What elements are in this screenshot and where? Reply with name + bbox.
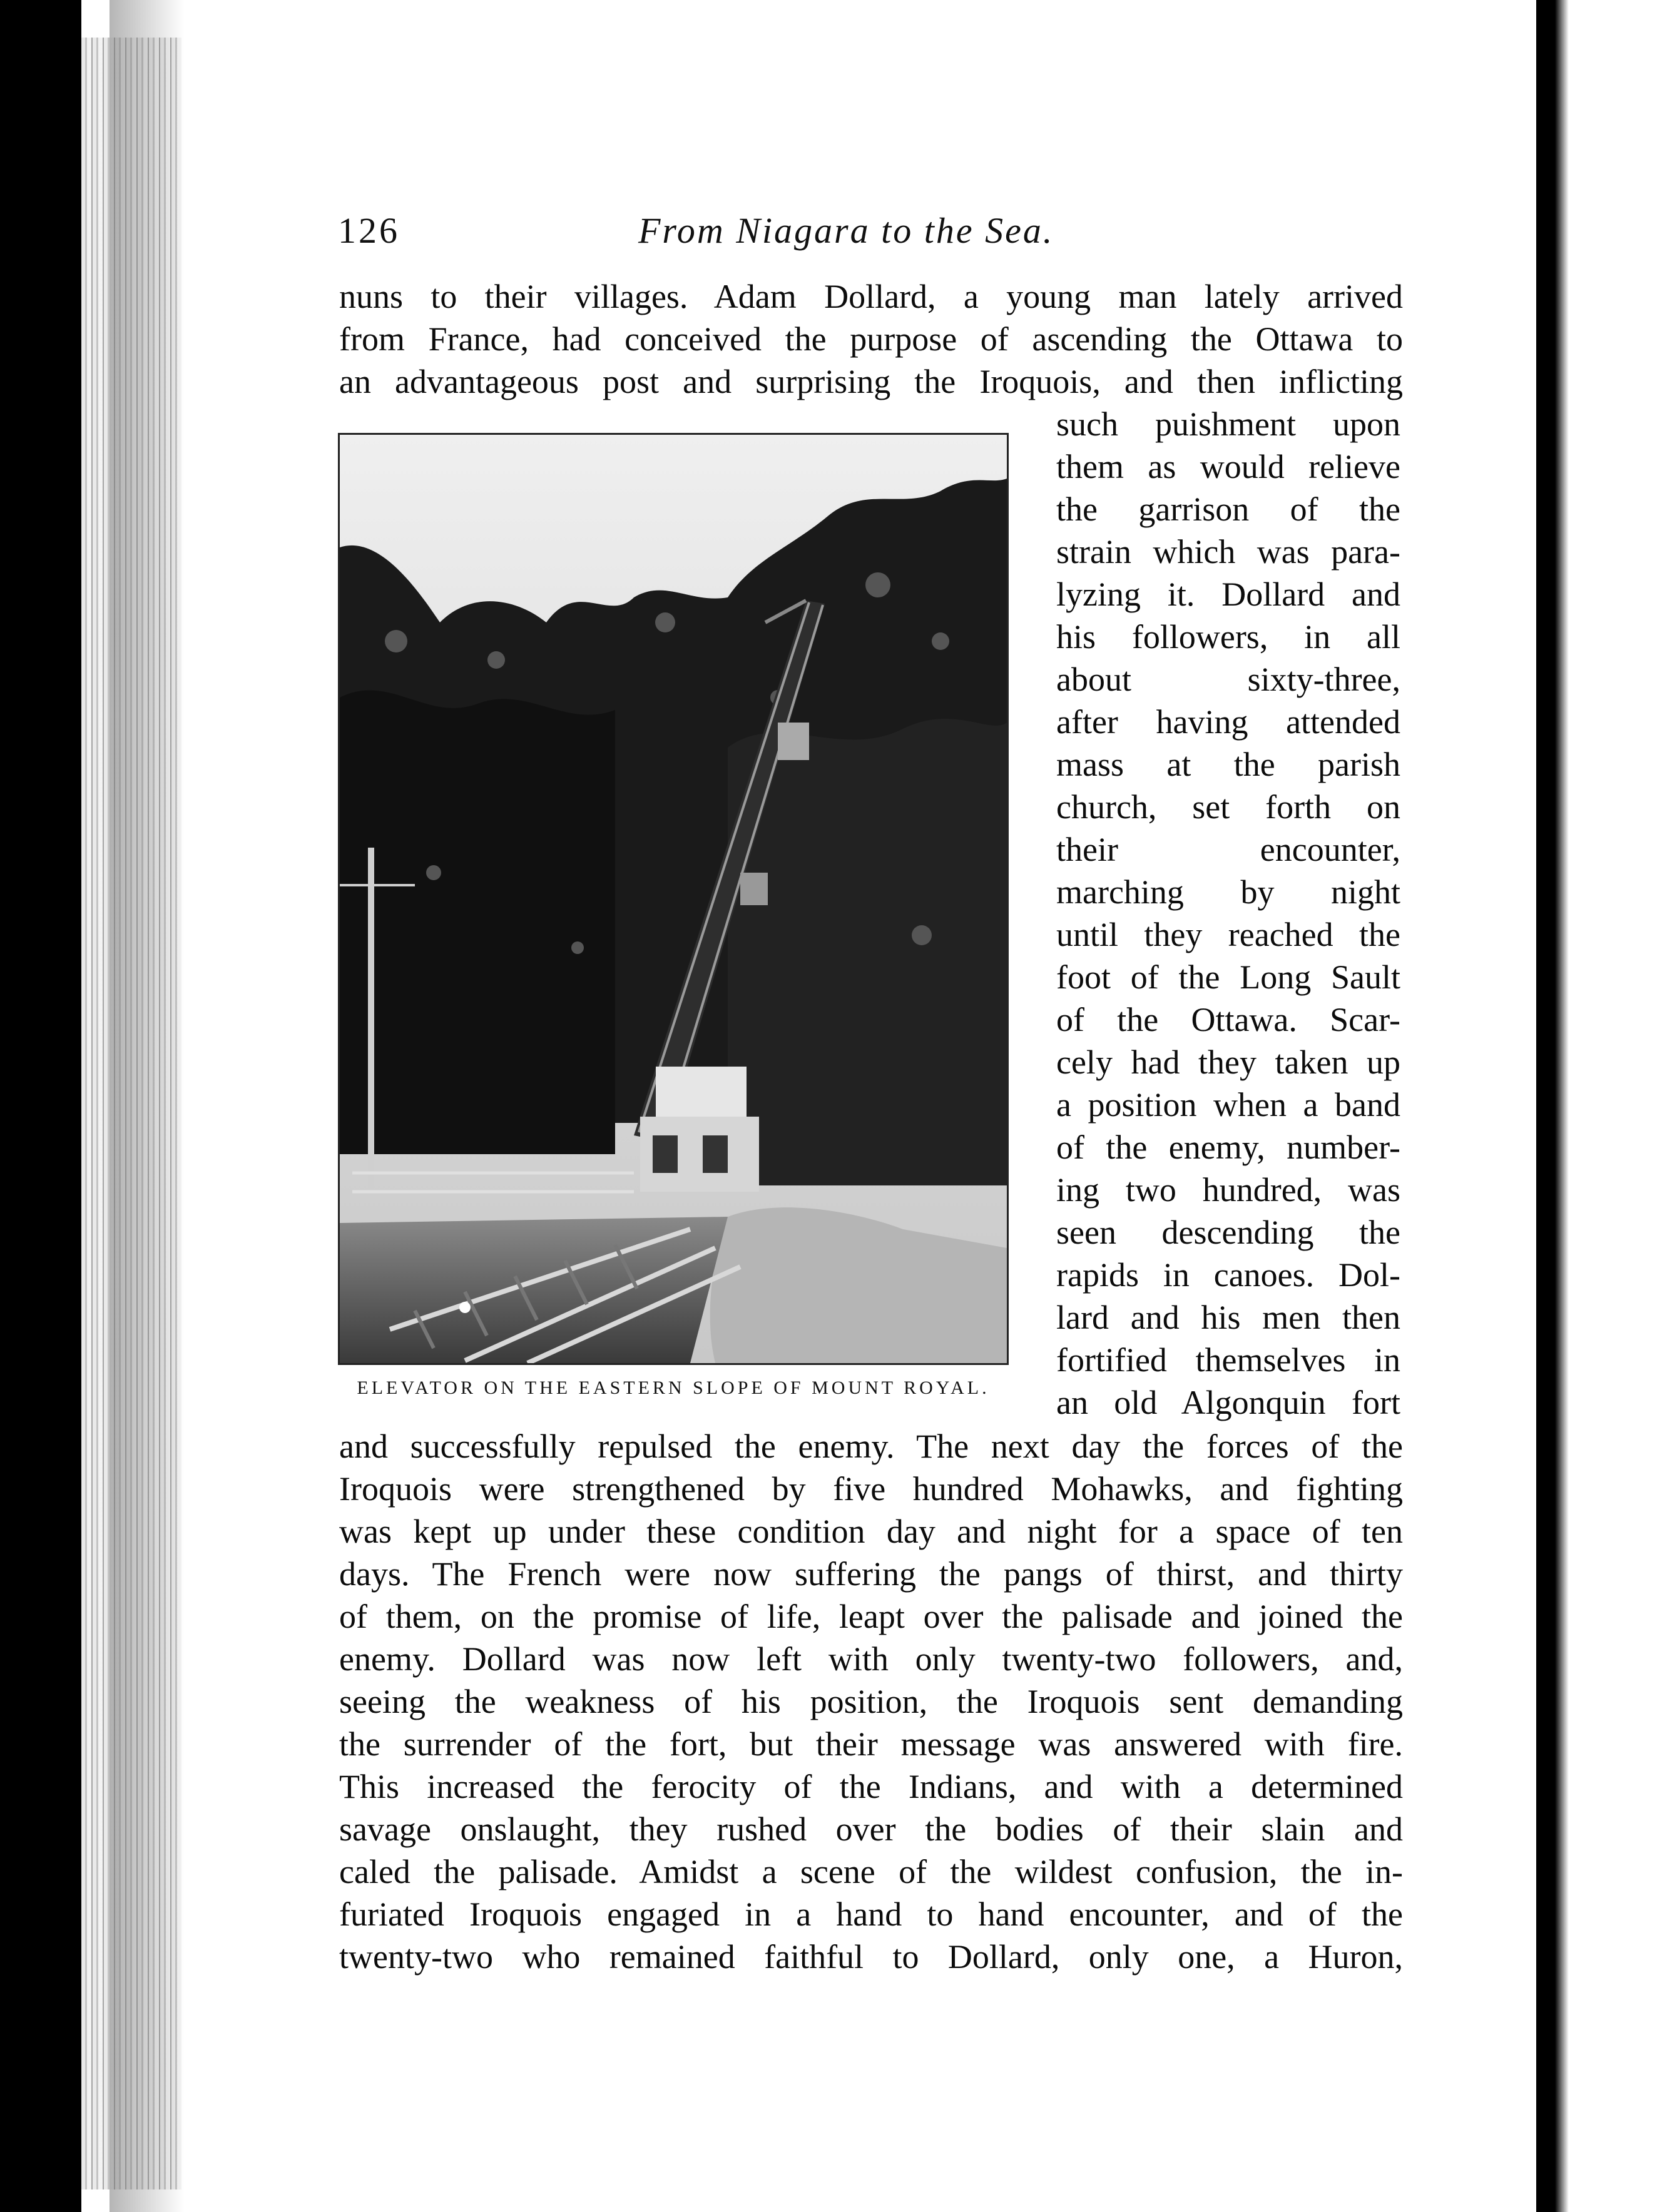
text-line: enemy. Dollard was now left with only twenty-two followers, and,: [339, 1640, 1403, 1678]
text-line: savage onslaught, they rushed over the bodies of their slain and: [339, 1810, 1403, 1848]
text-line: seen descending the: [1056, 1214, 1400, 1251]
text-line: twenty-two who remained faithful to Dollard, only one, a Huron,: [339, 1938, 1403, 1976]
book-spine-gap: [1536, 0, 1555, 2212]
facing-page-shadow: [1555, 0, 1569, 2212]
facing-page-edge: [1555, 0, 1672, 2212]
text-line: mass at the parish: [1056, 746, 1400, 783]
text-line: about sixty-three,: [1056, 661, 1400, 698]
text-line: was kept up under these condition day and night for a space of ten: [339, 1513, 1403, 1550]
text-line: his followers, in all: [1056, 618, 1400, 656]
margin-speck: [25, 1245, 34, 1254]
text-line: ing two hundred, was: [1056, 1171, 1400, 1209]
running-head: [338, 210, 1402, 260]
running-title: From Niagara to the Sea.: [638, 210, 1054, 251]
photograph-elevator: [338, 433, 1009, 1365]
text-line: and successfully repulsed the enemy. The next day the forces of the: [339, 1428, 1403, 1465]
page-gutter-shadow: [110, 0, 185, 2212]
text-line: rapids in canoes. Dol-: [1056, 1256, 1400, 1294]
page-number: 126: [338, 210, 400, 251]
text-line: until they reached the: [1056, 916, 1400, 953]
text-line: fortified themselves in: [1056, 1341, 1400, 1379]
text-line: an advantageous post and surprising the Iroquois, and then inflicting: [339, 363, 1403, 400]
text-line: lyzing it. Dollard and: [1056, 576, 1400, 613]
text-line: a position when a band: [1056, 1086, 1400, 1124]
photo-illustration: [340, 435, 1007, 1363]
text-line: such puishment upon: [1056, 405, 1400, 443]
text-line: strain which was para-: [1056, 533, 1400, 571]
margin-speck: [54, 937, 63, 946]
text-line: lard and his men then: [1056, 1299, 1400, 1336]
text-line: seeing the weakness of his position, the Iroquois sent demanding: [339, 1683, 1403, 1720]
text-line: caled the palisade. Amidst a scene of the wildest confusion, the in-: [339, 1853, 1403, 1890]
text-line: the garrison of the: [1056, 490, 1400, 528]
text-line: of the enemy, number-: [1056, 1129, 1400, 1166]
text-line: foot of the Long Sault: [1056, 958, 1400, 996]
text-line: cely had they taken up: [1056, 1043, 1400, 1081]
text-line: marching by night: [1056, 873, 1400, 911]
text-line: nuns to their villages. Adam Dollard, a young man lately arrived: [339, 278, 1403, 315]
text-line: the surrender of the fort, but their message was answered with fire.: [339, 1725, 1403, 1763]
text-line: church, set forth on: [1056, 788, 1400, 826]
text-line: days. The French were now suffering the pangs of thirst, and thirty: [339, 1555, 1403, 1593]
figure-caption: ELEVATOR ON THE EASTERN SLOPE OF MOUNT ROYAL.: [357, 1377, 990, 1398]
text-line: an old Algonquin fort: [1056, 1384, 1400, 1421]
text-line: Iroquois were strengthened by five hundred Mohawks, and fighting: [339, 1470, 1403, 1508]
text-line: them as would relieve: [1056, 448, 1400, 485]
text-line: from France, had conceived the purpose of ascending the Ottawa to: [339, 320, 1403, 358]
text-line: of the Ottawa. Scar-: [1056, 1001, 1400, 1038]
text-line: This increased the ferocity of the Indians, and with a determined: [339, 1768, 1403, 1805]
text-line: of them, on the promise of life, leapt over the palisade and joined the: [339, 1598, 1403, 1635]
text-line: furiated Iroquois engaged in a hand to hand encounter, and of the: [339, 1895, 1403, 1933]
text-line: after having attended: [1056, 703, 1400, 741]
text-line: their encounter,: [1056, 831, 1400, 868]
